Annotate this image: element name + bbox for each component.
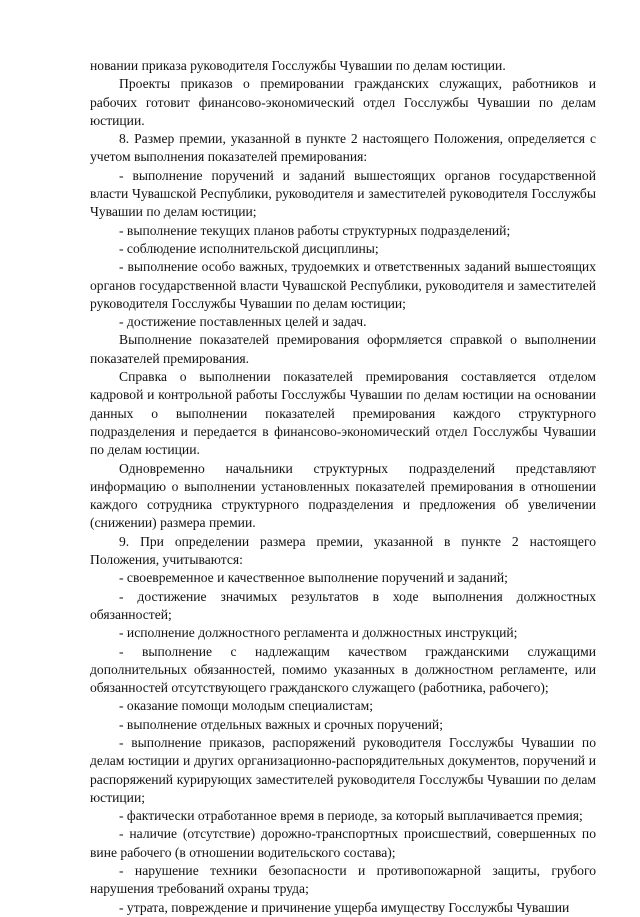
list-item: - наличие (отсутствие) дорожно-транспортных происшествий, совершенных по вине рабочего (в отношении водительского состава); xyxy=(90,826,596,860)
list-item: - выполнение приказов, распоряжений руководителя Госслужбы Чувашии по делам юстиции и других организационно-распорядительных документов, поручений и распоряжений курирующих заместителей руководителя Госслужбы Чувашии по делам юстиции; xyxy=(90,734,596,805)
list-item: - выполнение особо важных, трудоемких и ответственных заданий вышестоящих органов государственной власти Чувашской Республики, руководителя и заместителей руководителя Госслужбы Чувашии по делам юстиции; xyxy=(90,259,596,311)
list-item: - оказание помощи молодым специалистам; xyxy=(119,698,374,714)
paragraph-order-drafts: Проекты приказов о премировании гражданских служащих, работников и рабочих готовит финансово-экономический отдел Госслужбы Чувашии по делам юстиции. xyxy=(90,76,596,128)
paragraph-report-details: Справка о выполнении показателей премирования составляется отделом кадровой и контрольной работы Госслужбы Чувашии по делам юстиции на основании данных о выполнении показателей премирования каждого структурного подразделения и передается в финансово-экономический отдел Госслужбы Чувашии по делам юстиции. xyxy=(90,369,596,458)
list-item: - выполнение отдельных важных и срочных поручений; xyxy=(119,716,443,732)
paragraph-item-8: 8. Размер премии, указанной в пункте 2 настоящего Положения, определяется с учетом выполнения показателей премирования: xyxy=(90,131,596,165)
document-page xyxy=(90,57,596,917)
list-item: - выполнение текущих планов работы структурных подразделений; xyxy=(119,222,511,238)
paragraph-item-9: 9. При определении размера премии, указанной в пункте 2 настоящего Положения, учитываются: xyxy=(90,533,596,568)
paragraph-continuation: новании приказа руководителя Госслужбы Чувашии по делам юстиции. xyxy=(90,58,506,73)
paragraph-department-heads: Одновременно начальники структурных подразделений представляют информацию о выполнении установленных показателей премирования в отношении каждого сотрудника структурного подразделения и предложения об увеличении (снижении) размера премии. xyxy=(90,460,596,531)
list-item: - достижение значимых результатов в ходе выполнения должностных обязанностей; xyxy=(90,588,596,622)
list-item: - соблюдение исполнительской дисциплины; xyxy=(119,240,379,256)
list-item: - своевременное и качественное выполнение поручений и заданий; xyxy=(119,570,508,586)
list-item: - фактически отработанное время в периоде, за который выплачивается премия; xyxy=(119,808,583,824)
list-item: - выполнение с надлежащим качеством гражданскими служащими дополнительных обязанностей, помимо указанных в должностном регламенте, или обязанностей отсутствующего гражданского служащего (работника, рабочего); xyxy=(90,643,596,696)
list-item: - выполнение поручений и заданий вышестоящих органов государственной власти Чувашской Республики, руководителя и заместителей руководителя Госслужбы Чувашии по делам юстиции; xyxy=(90,167,596,220)
list-item: - нарушение техники безопасности и противопожарной защиты, грубого нарушения требований охраны труда; xyxy=(90,863,596,897)
list-item: - утрата, повреждение и причинение ущерба имуществу Госслужбы Чувашии xyxy=(119,899,570,915)
list-item: - достижение поставленных целей и задач. xyxy=(119,314,367,330)
list-item: - исполнение должностного регламента и должностных инструкций; xyxy=(119,625,518,641)
paragraph-report: Выполнение показателей премирования оформляется справкой о выполнении показателей премирования. xyxy=(90,332,596,366)
